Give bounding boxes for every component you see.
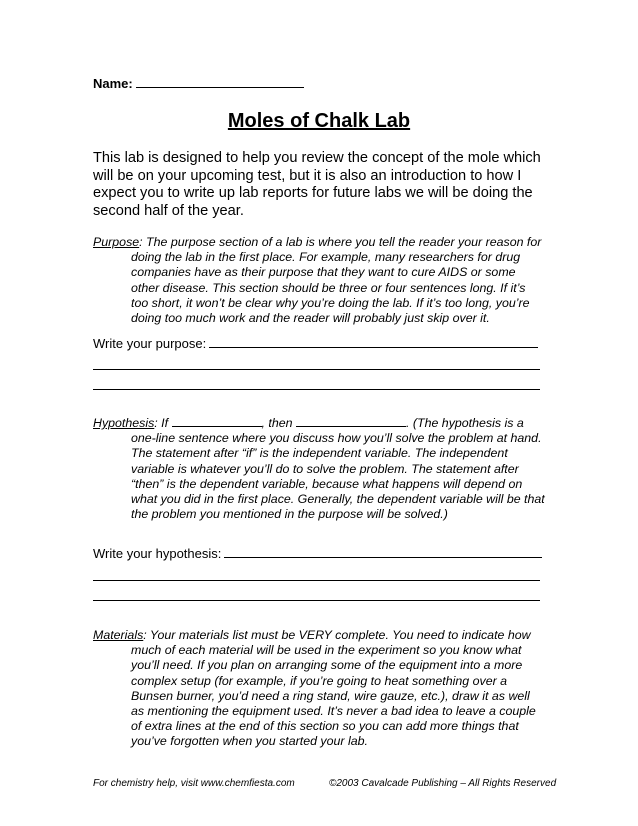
hypothesis-body: . (The hypothesis is a one-line sentence where you discuss how you’ll solve the problem at hand. The statement after “if” is the independent variable. The independent variable is whatever you’ll do to solve the problem. The statement after “then” is the dependent variable, because what happens will depend on what you did in the first place. Generally, the dependent variable will be that the problem you mentioned in the purpose will be solved.) [131,416,545,522]
hypothesis-answer-line-3[interactable] [93,600,540,601]
purpose-section [93,235,545,326]
purpose-heading: Purpose [93,235,140,249]
purpose-answer-blank[interactable] [209,335,538,348]
name-blank-line[interactable] [136,75,304,88]
hypothesis-if-blank[interactable] [172,415,262,427]
purpose-answer-line-2[interactable] [93,369,540,370]
materials-section [93,628,545,750]
hypothesis-section [93,415,545,522]
purpose-body: : The purpose section of a lab is where you tell the reader your reason for doing the lab in the first place. For example, many researchers for drug companies have as their purpose that they want to cure AIDS or some other disease. This section should be three or four sentences long. If it’s too short, it won’t be clear why you’re doing the lab. If it’s too long, you’re doing too much work and the reader will probably just skip over it. [131,235,542,326]
purpose-paragraph [93,235,545,326]
hypothesis-then-blank[interactable] [296,415,406,427]
hypothesis-write-label: Write your hypothesis: [93,546,222,561]
hypothesis-if: : If [154,416,169,430]
hypothesis-paragraph [93,415,545,522]
hypothesis-heading: Hypothesis [93,416,155,430]
materials-paragraph [93,628,545,750]
hypothesis-answer-blank[interactable] [224,545,542,558]
page-title: Moles of Chalk Lab [227,110,411,132]
purpose-answer-line-3[interactable] [93,389,540,390]
hypothesis-then: , then [261,416,293,430]
intro-paragraph: This lab is designed to help you review the concept of the mole which will be on your upcoming test, but it is also an introduction to how I expect you to write up lab reports for future labs we will be doing the second half of the year. [93,150,541,219]
materials-heading: Materials [93,628,144,642]
hypothesis-answer-line-2[interactable] [93,580,540,581]
purpose-write-line [93,335,538,351]
footer-copyright: ©2003 Cavalcade Publishing – All Rights Reserved [329,778,557,789]
footer-website: For chemistry help, visit www.chemfiesta.com [93,778,295,789]
purpose-write-label: Write your purpose: [93,336,207,351]
materials-body: : Your materials list must be VERY complete. You need to indicate how much of each material will be used in the experiment so you know what you’ll need. If you plan on arranging some of the equipment into a more complex setup (for example, if you’re going to heat something over a Bunsen burner, you’d need a ring stand, wire gauze, etc.), draw it as well as mentioning the equipment used. It’s never a bad idea to leave a couple of extra lines at the end of this section so you can add more things that you’ve forgotten when you started your lab. [131,628,536,749]
name-label: Name: [93,76,133,91]
name-field [93,75,304,91]
hypothesis-write-line [93,545,542,561]
